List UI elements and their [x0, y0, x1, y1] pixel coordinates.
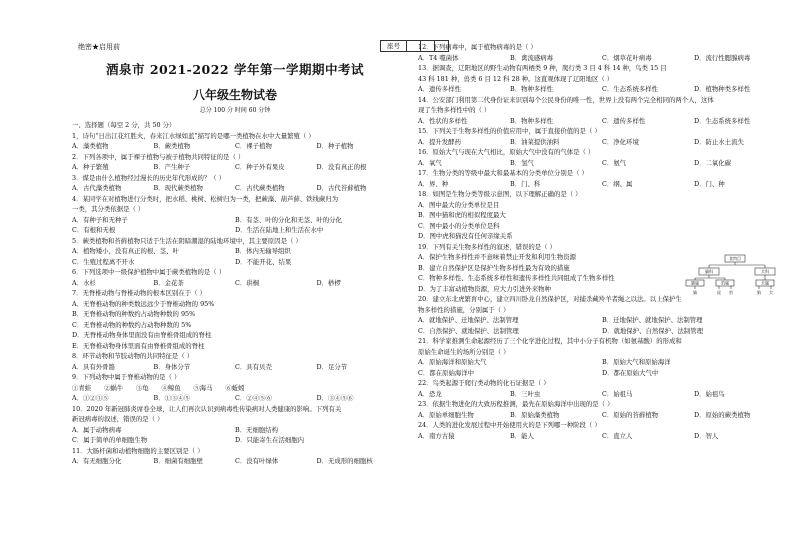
question-line: 14．公安部门利用第二代身份证来识别每个公民身份的唯一性，世界上没有两个完全相同的两个人，这体 [418, 95, 714, 104]
tree-family-label: 猫科 [705, 269, 713, 274]
answer-option: A．南方古猿 [418, 431, 455, 440]
option-row [418, 158, 786, 169]
score-time: 总分 100 分 时间 60 分钟 [199, 107, 271, 114]
answer-option: D．桫椤 [316, 278, 341, 287]
tree-genus-label: 豹属 [721, 280, 729, 286]
question-line: D．图中虎和猫没有任何亲缘关系 [418, 232, 513, 240]
answer-option: D．足分节 [316, 362, 348, 371]
answer-option: A．性状的多样性 [418, 116, 468, 125]
question-line: E．无脊椎动物身体里面有由脊椎骨组成的脊柱 [72, 341, 205, 350]
tree-root-label: 食肉目 [729, 256, 741, 261]
question-line: 3．煤是由什么植物经过漫长的历史年代形成的？（ ） [72, 173, 226, 182]
exam-title: 酒泉市 2021-2022 学年第一学期期中考试 [106, 62, 364, 77]
answer-option: A．古代藻类植物 [72, 184, 122, 192]
answer-option: C．净化环境 [602, 137, 639, 146]
question-line: 43 科 181 种，兽类 6 目 12 科 28 种。这直观体现了辽阳地区（ ） [418, 74, 614, 83]
option-row [418, 410, 786, 421]
option-row [418, 357, 786, 368]
option-row [418, 179, 786, 190]
question-line: C．物种多样性、生态系统多样性和遗传多样性共同组成了生物多样性 [418, 274, 615, 282]
answer-option: B．三叶虫 [510, 389, 541, 398]
answer-option: C．裸子植物 [235, 142, 272, 150]
question-line: D．为了丰富动植物资源，应大力引进外来物种 [418, 284, 551, 293]
answer-option: D．防止水土流失 [694, 137, 744, 146]
answer-option: A．恐龙 [418, 389, 442, 398]
seat-label: 座号 [387, 42, 400, 50]
answer-option: D．没有真正的根 [316, 163, 367, 171]
question-line: 12．下列病毒中，属于植物病毒的是（ ） [418, 43, 537, 51]
tree-species-label: 狼 [757, 290, 761, 295]
answer-option: A．就地保护、迁地保护、法制管理 [418, 316, 519, 324]
question-line: 现了生物多样性中的（ ） [418, 106, 491, 114]
option-row [418, 389, 786, 400]
answer-option: A．原始海洋和原始大气 [418, 358, 487, 366]
answer-option: C．纲、属 [602, 179, 633, 188]
question-line: 11．大肠杆菌和动植物细胞的主要区别是（ ） [72, 446, 204, 455]
answer-option: B．能人 [510, 431, 534, 440]
answer-option: D．始祖鸟 [694, 389, 725, 398]
answer-option: A．种子繁殖 [72, 163, 109, 171]
option-row [418, 84, 786, 95]
answer-option: B．原始大气和原始海洋 [602, 358, 671, 366]
answer-option: B．物种多样性 [510, 85, 554, 93]
option-row [72, 257, 398, 268]
option-row [418, 431, 786, 442]
option-row [72, 141, 398, 152]
option-row [72, 435, 398, 446]
answer-option: A．T4 噬菌体 [418, 53, 459, 62]
answer-option: B．蕨类植物 [153, 142, 191, 150]
option-row [418, 116, 786, 127]
question-line: 1，诗句“日出江花红胜火，春来江水绿如蓝”描写的是哪一类植物在水中大量繁殖（ ） [72, 131, 315, 140]
answer-option: D．生态系统多样性 [694, 116, 751, 125]
exam-subtitle: 八年级生物试卷 [192, 88, 277, 102]
answer-option: B．金花茶 [153, 278, 184, 287]
answer-option: B．身体分节 [153, 362, 191, 371]
tree-species-label: 猫 [693, 290, 697, 295]
tree-species-label: 虎 [717, 290, 721, 295]
answer-option: C．种子外有果皮 [235, 163, 285, 171]
answer-option: B．细菌有细胞壁 [153, 457, 203, 465]
answer-option: C．属于简单的单细胞生物 [72, 436, 148, 444]
option-row [72, 425, 398, 436]
answer-option: D．原始的蕨类植物 [694, 410, 751, 419]
answer-option: B．物种多样性 [510, 116, 554, 125]
answer-option: B．①③④⑤ [153, 394, 191, 402]
answer-option: B．门、科 [510, 179, 541, 188]
answer-option: C．氨气 [602, 158, 627, 167]
question-line: 一类，其分类依据是（ ） [72, 205, 145, 213]
option-row [418, 368, 786, 379]
question-line: 13．据调查，辽阳地区的野生动物有两栖类 9 种，爬行类 3 目 4 科 14 种，鸟类 15 目 [418, 64, 667, 72]
answer-option: B．油菜提供油料 [510, 137, 560, 146]
question-line: D．无脊椎动物身体里面没有由脊椎骨组成的脊柱 [72, 331, 212, 339]
tree-species-label: 犬 [769, 290, 773, 295]
answer-option: A．①②③⑤ [72, 394, 109, 402]
answer-option: B．无细胞结构 [235, 425, 279, 434]
answer-option: C．原始的苔藓植物 [602, 410, 659, 419]
question-line: 20．建立东北虎繁育中心，建立四川卧龙自然保护区，对捕杀藏羚羊者绳之以法。以上保护生 [418, 295, 682, 303]
question-line: B．无脊椎动物的种数约占动物种数的 95% [72, 310, 196, 318]
question-line: 4．某同学在对植物进行分类时，把水稻、桃树、松树归为一类，把蕨藻、葫芦藓、铁线蕨归为 [72, 194, 339, 203]
answer-option: C．始祖马 [602, 389, 633, 398]
question-line: ①青蛙 ②蜗牛 ③龟 ④鲸鱼 ⑤海马 ⑥蚯蚓 [72, 383, 245, 392]
question-line: 24．人类的进化发展过程中开始使用火的是下列哪一种阶段（ ） [418, 421, 601, 429]
answer-option: C．生态系统多样性 [602, 85, 659, 93]
answer-option: D．植物种类多样性 [694, 85, 751, 93]
answer-option: B．体内无输导组织 [235, 247, 291, 255]
answer-option: A．有种子和无种子 [72, 215, 128, 224]
question-line: 16．原始大气与现在大气相比，原始大气中没有的气体是（ ） [418, 148, 595, 156]
answer-option: D．只能寄生在活细胞内 [235, 436, 305, 444]
answer-option: D．二氧化碳 [694, 158, 732, 167]
question-line: 17．生物分类的等级中最大和最基本的分类单位分别是（ ） [418, 169, 588, 177]
option-row [72, 278, 398, 289]
question-line: 10．2020 年新冠肺炎席卷全球，让人们再次认识到病毒性传染病对人类健康的影响。下列有关 [72, 404, 342, 413]
option-row [72, 225, 398, 236]
option-row [418, 326, 786, 337]
answer-option: B．有茎、叶的分化和无茎、叶的分化 [235, 215, 342, 224]
answer-option: B．产生种子 [153, 163, 191, 171]
option-row [418, 53, 786, 64]
question-line: 22．鸟类起源于爬行类动物的化石证据是（ ） [418, 379, 550, 387]
option-row [72, 362, 398, 373]
option-row [72, 456, 398, 467]
answer-option: D．都在原始大气中 [602, 368, 659, 377]
question-line: 21．科学家推测生命起源经历了三个化学进化过程，其中小分子有机物（如氨基酸）的形成和 [418, 337, 682, 345]
answer-option: A．界、种 [418, 179, 449, 188]
left-column [72, 120, 398, 467]
answer-option: C．②④⑤⑥ [235, 394, 272, 402]
answer-option: D．生活在陆地上和生活在水中 [235, 226, 324, 234]
option-row [418, 315, 786, 326]
question-line: 物多样性的措施，分别属于（ ） [418, 305, 510, 314]
answer-option: B．原始藻类植物 [510, 410, 560, 419]
answer-option: A．水杉 [72, 278, 96, 287]
answer-option: A．提升发酵药 [418, 137, 461, 146]
question-line: A．图中最大的分类单位是目 [418, 200, 500, 209]
tree-genus-label: 犬属 [761, 280, 769, 286]
answer-option: B．现代蕨类植物 [153, 184, 203, 192]
question-line: 2．下列各项中，属于裸子植物与被子植物共同特征的是（ ） [72, 152, 245, 161]
option-row [72, 162, 398, 173]
answer-option: B．迁地保护、就地保护、法制管理 [602, 316, 703, 324]
answer-option: A．有无细胞分化 [72, 457, 122, 465]
question-line: 18．如图是生物分类等级示意图，以下理解正确的是（ ） [418, 190, 582, 198]
option-row [72, 246, 398, 257]
answer-option: C．遗传多样性 [602, 116, 646, 125]
answer-option: C．珙桐 [235, 278, 260, 287]
tree-family-label: 犬科 [761, 269, 769, 274]
answer-option: A．属于动物病毒 [72, 425, 122, 434]
answer-option: D．就地保护、自然保护、法制管理 [602, 326, 703, 335]
answer-option: C．直立人 [602, 431, 633, 440]
answer-option: A．藻类植物 [72, 142, 109, 150]
right-column [418, 42, 786, 441]
answer-option: D．无成形的细胞核 [316, 457, 373, 465]
question-line: B．图中猫和虎的相似程度最大 [418, 211, 506, 219]
answer-option: D．古代苔藓植物 [316, 184, 367, 192]
question-line: 9．下列动物中属于脊椎动物的是（ ） [72, 373, 181, 381]
answer-option: C．自然保护、就地保护、法制管理 [418, 326, 519, 335]
question-line: 7．无脊椎动物与脊椎动物的根本区别在于（ ） [72, 289, 206, 297]
option-row [72, 183, 398, 194]
answer-option: C．古代蕨类植物 [235, 184, 285, 192]
answer-option: A．植物矮小，没有真正的根、茎、叶 [72, 247, 179, 255]
answer-option: A．具有外骨骼 [72, 362, 115, 371]
question-line: 5．蕨类植物和苔藓植物只适于生活在阴暗潮湿的陆地环境中，其主要原因是（ ） [72, 236, 302, 245]
question-line: 6．下列选项中一级保护植物中属于蕨类植物的是（ ） [72, 268, 226, 276]
answer-option: D．智人 [694, 431, 719, 440]
answer-option: A．遗传多样性 [418, 85, 461, 93]
question-line: A．保护生物多样性并不意味着禁止开发和利用生物资源 [418, 253, 576, 261]
question-line: C．无脊椎动物的种数约占动物种数的 5% [72, 320, 192, 329]
question-line: 一、选择题（每空 2 分，共 50 分） [72, 121, 176, 129]
secret-label: 绝密★启用前 [78, 43, 120, 51]
answer-option: A．原始单细胞生物 [418, 410, 474, 419]
answer-option: D．门、种 [694, 179, 725, 188]
option-row [418, 137, 786, 148]
question-line: 新冠病毒的叙述，错误的是（ ） [72, 415, 164, 423]
classification-diagram [683, 254, 787, 296]
answer-option: B．氢气 [510, 158, 534, 167]
question-line: 19．下列有关生物多样性的叙述，错误的是（ ） [418, 242, 556, 251]
answer-option: A．氧气 [418, 158, 442, 167]
answer-option: C．烟草花叶病毒 [602, 53, 652, 62]
question-line: 8．环节动物和节肢动物的共同特征是（ ） [72, 352, 194, 360]
tree-species-label: 豹 [729, 290, 733, 295]
answer-option: C．没有叶绿体 [235, 457, 279, 465]
question-line: 原始生命诞生的场所分别是（ ） [418, 347, 510, 356]
option-row [72, 393, 398, 404]
answer-option: D．种子植物 [316, 142, 354, 150]
answer-option: D．③④⑤⑥ [316, 394, 354, 402]
answer-option: D．流行性腮腺病毒 [694, 53, 751, 62]
answer-option: D．不能开花、结果 [235, 257, 292, 266]
question-line: 23．依据生物进化的大致历程推测，最先在原始海洋中出现的是（ ） [418, 400, 614, 408]
question-line: A．无脊椎动物的种类数远远少于脊椎动物的 95% [72, 299, 215, 308]
question-line: 15．下列关于生物多样性的价值应用中，属于直接价值的是（ ） [418, 127, 601, 135]
answer-option: C．有根和无根 [72, 226, 116, 234]
answer-option: C．具有贝壳 [235, 362, 272, 371]
tree-genus-label: 猫属 [691, 280, 699, 286]
answer-option: B．禽流感病毒 [510, 53, 554, 62]
answer-option: C．生殖过程离不开水 [72, 257, 135, 266]
question-line: C．图中最小的分类单位是科 [418, 221, 500, 230]
answer-option: C．都在原始海洋中 [418, 368, 475, 377]
option-row [72, 215, 398, 226]
question-line: B．建立自然保护区是保护生物多样性最为有效的措施 [418, 263, 570, 272]
